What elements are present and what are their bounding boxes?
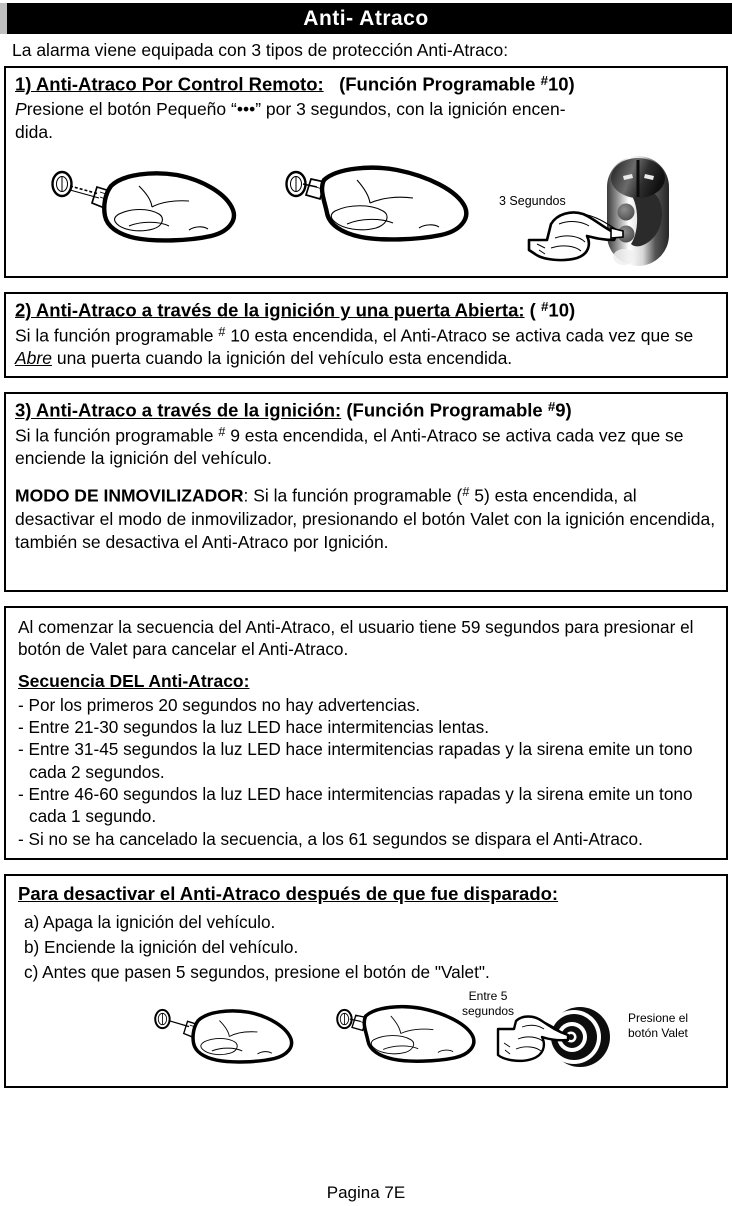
section-3-hash-symbol: # xyxy=(547,399,556,415)
section-1-body-line2: dida. xyxy=(15,121,53,142)
sequence-subheading: Secuencia DEL Anti-Atraco: xyxy=(18,670,250,691)
header-left-nub xyxy=(0,3,7,34)
section-3-body-a: Si la función programable xyxy=(15,425,219,446)
list-item: - Entre 31-45 segundos la luz LED hace intermitencias rapadas y la sirena emite un tono cada 2 segundos. xyxy=(18,739,693,782)
section-3-heading-suffix-post: 9) xyxy=(555,399,572,421)
section-1-heading-suffix-pre: (Función Programable xyxy=(339,73,541,95)
page-footer xyxy=(0,1183,732,1203)
deactivate-step-b: b) Enciende la ignición del vehículo. xyxy=(24,937,299,958)
section-3-body-b: 9 esta encendida, el Anti-Atraco se activa cada vez que se enciende la ignición del vehículo. xyxy=(15,425,684,469)
section-2-heading xyxy=(15,299,717,322)
section-2-body-italic: Abre xyxy=(15,348,52,368)
section-1-body-line1: resione el botón Pequeño “•••” por 3 segundos, con la ignición encen- xyxy=(26,98,566,119)
immobilizer-body-b: 5) esta encendida, al desactivar el modo de inmovilizador, presionando el botón Valet con la ignición encendida, también se desactiva el Anti-Atraco por Ignición. xyxy=(15,485,716,552)
hand-with-key-illustration-2 xyxy=(277,162,477,248)
immobilizer-label: MODO DE INMOVILIZADOR xyxy=(15,485,244,506)
intro-text: La alarma viene equipada con 3 tipos de protección Anti-Atraco: xyxy=(12,40,509,60)
section-1-body xyxy=(15,98,717,144)
deactivate-box xyxy=(4,874,728,1088)
valet-button-illustration xyxy=(496,1003,628,1075)
list-item: - Entre 46-60 segundos la luz LED hace intermitencias rapadas y la sirena emite un tono cada 1 segundo. xyxy=(18,784,693,827)
section-2-body-b: 10 esta encendida, el Anti-Atraco se activa cada vez que se xyxy=(225,324,694,345)
deactivate-step-a: a) Apaga la ignición del vehículo. xyxy=(24,912,276,933)
entre-5-segundos-line2: segundos xyxy=(462,1004,515,1019)
hand-with-key-illustration-3 xyxy=(148,999,300,1071)
sequence-list xyxy=(18,694,717,851)
section-2-heading-suffix-post: 10) xyxy=(548,299,576,321)
section-3-heading xyxy=(15,399,717,422)
hand-with-key-illustration-1 xyxy=(43,164,243,248)
list-item: - Si no se ha cancelado la secuencia, a los 61 segundos se dispara el Anti-Atraco. xyxy=(18,828,643,849)
section-1-body-italic-lead: P xyxy=(15,98,27,119)
entre-5-segundos-line1: Entre 5 xyxy=(468,989,508,1004)
hand-with-key-illustration-4 xyxy=(330,999,482,1071)
immobilizer-body-a: : Si la función programable ( xyxy=(243,485,463,506)
immobilizer-paragraph xyxy=(15,484,717,554)
deactivate-heading: Para desactivar el Anti-Atraco después de que fue disparado: xyxy=(18,883,559,905)
section-2-body-a: Si la función programable xyxy=(15,324,219,345)
section-2-heading-suffix-pre: ( xyxy=(524,299,541,321)
section-1-heading-suffix-post: 10) xyxy=(547,73,575,95)
page-title: Anti- Atraco xyxy=(303,6,429,30)
presione-valet-line2: botón Valet xyxy=(628,1026,688,1041)
section-1-box xyxy=(4,66,728,278)
section-3-body-hash: # xyxy=(218,424,226,439)
page-header xyxy=(0,3,732,34)
sequence-intro: Al comenzar la secuencia del Anti-Atraco, el usuario tiene 59 segundos para presionar el botón de Valet para cancelar el Anti-Atraco. xyxy=(18,616,694,660)
section-2-heading-main: 2) Anti-Atraco a través de la ignición y una puerta Abierta: xyxy=(15,299,525,321)
section-1-hash-symbol: # xyxy=(540,72,548,88)
presione-valet-tag xyxy=(628,1011,688,1041)
section-3-heading-main: 3) Anti-Atraco a través de la ignición: xyxy=(15,399,342,421)
section-2-body xyxy=(15,324,717,370)
section-1-illustration xyxy=(15,150,717,270)
section-2-body-c: una puerta cuando la ignición del vehículo esta encendida. xyxy=(51,348,513,368)
section-1-heading-main: 1) Anti-Atraco Por Control Remoto: xyxy=(15,73,324,95)
section-3-box xyxy=(4,392,728,592)
page-number: Pagina 7E xyxy=(326,1183,406,1202)
section-3-body xyxy=(15,424,717,470)
section-1-heading xyxy=(15,73,717,96)
presione-valet-line1: Presione el xyxy=(628,1011,689,1026)
section-2-body-hash: # xyxy=(218,324,226,339)
remote-seconds-label: 3 Segundos xyxy=(499,193,566,208)
deactivate-step-c: c) Antes que pasen 5 segundos, presione el botón de "Valet". xyxy=(24,962,490,983)
section-3-heading-suffix-pre: (Función Programable xyxy=(341,399,548,421)
section-2-box xyxy=(4,292,728,378)
section-1-heading-spacer xyxy=(329,73,339,94)
list-item: - Entre 21-30 segundos la luz LED hace intermitencias lentas. xyxy=(18,716,490,737)
manual-page xyxy=(0,3,732,1206)
remote-fob-illustration xyxy=(499,152,689,270)
remote-fob-svg xyxy=(499,152,689,270)
deactivate-illustration xyxy=(18,987,717,1082)
section-2-hash-symbol: # xyxy=(541,298,549,314)
deactivate-heading-wrap xyxy=(18,883,717,905)
list-item: - Por los primeros 20 segundos no hay advertencias. xyxy=(18,694,421,715)
immobilizer-hash: # xyxy=(462,485,470,500)
sequence-box xyxy=(4,606,728,860)
